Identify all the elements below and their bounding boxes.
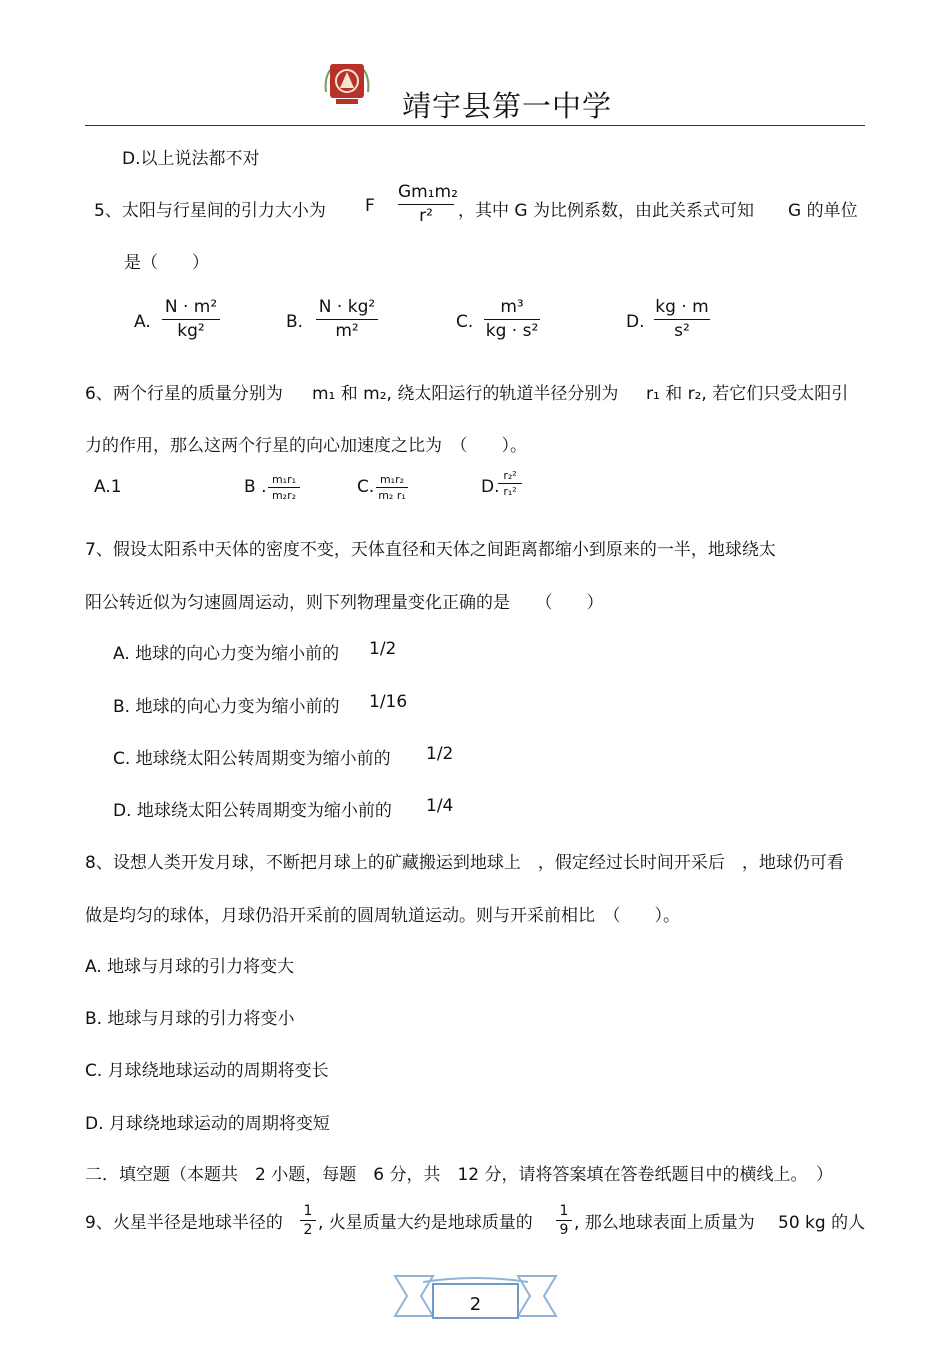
q5-stem-b: ，其中 G 为比例系数，由此关系式可知 bbox=[458, 201, 754, 221]
section2-title: 二．填空题（本题共 2 小题，每题 6 分，共 12 分，请将答案填在答卷纸题目中的横线上。 ） bbox=[85, 1165, 833, 1185]
q5-stem-c: 是（ ） bbox=[124, 253, 209, 273]
q9-fraction-2-num: 1 bbox=[559, 1203, 569, 1219]
q5-option-c-den: kg · s² bbox=[485, 321, 539, 341]
q9-fraction-1 bbox=[300, 1204, 316, 1237]
q8-line2: 做是均匀的球体，月球仍沿开采前的圆周轨道运动。则与开采前相比 （ ）。 bbox=[85, 906, 680, 926]
q8-option-a: A. 地球与月球的引力将变大 bbox=[85, 957, 295, 977]
q6-option-d-den: r₁² bbox=[503, 485, 517, 498]
q7-option-a-value: 1/2 bbox=[369, 639, 397, 659]
q6-line1-c: r₁ 和 r₂, 若它们只受太阳引 bbox=[646, 384, 849, 404]
q9-fraction-1-den: 2 bbox=[303, 1222, 313, 1238]
q9-text-c: , 那么地球表面上质量为 bbox=[574, 1213, 755, 1233]
q5-option-b-den: m² bbox=[335, 321, 359, 341]
q6-option-b-label: B . bbox=[244, 477, 267, 497]
q6-line1-b: m₁ 和 m₂, 绕太阳运行的轨道半径分别为 bbox=[312, 384, 619, 404]
q6-option-d-frac bbox=[498, 470, 522, 497]
q5-formula-num: Gm₁m₂ bbox=[398, 182, 458, 202]
q9-text-d: 50 kg 的人 bbox=[778, 1213, 866, 1233]
q5-option-b-num: N · kg² bbox=[318, 297, 376, 317]
q7-option-a: A. 地球的向心力变为缩小前的 bbox=[113, 644, 340, 664]
q6-line1-a: 6、两个行星的质量分别为 bbox=[85, 384, 283, 404]
page-number-badge bbox=[393, 1272, 558, 1324]
q5-option-c-frac bbox=[484, 299, 540, 340]
q5-option-a-num: N · m² bbox=[164, 297, 218, 317]
q5-option-a-den: kg² bbox=[177, 321, 205, 341]
q8-option-c: C. 月球绕地球运动的周期将变长 bbox=[85, 1061, 329, 1081]
q9-fraction-2-den: 9 bbox=[559, 1222, 569, 1238]
q5-option-d-frac bbox=[654, 299, 710, 340]
page-number: 2 bbox=[469, 1294, 482, 1315]
q5-option-a-label: A. bbox=[134, 312, 151, 332]
school-name: 靖宇县第一中学 bbox=[402, 89, 613, 123]
q5-option-d-num: kg · m bbox=[655, 297, 709, 317]
q8-option-b: B. 地球与月球的引力将变小 bbox=[85, 1009, 295, 1029]
q6-option-b-num: m₁r₁ bbox=[271, 473, 297, 486]
q6-line2: 力的作用，那么这两个行星的向心加速度之比为 （ ）。 bbox=[85, 436, 527, 456]
q5-formula bbox=[398, 182, 458, 226]
q6-option-d-num: r₂² bbox=[503, 469, 517, 482]
q5-option-c-label: C. bbox=[456, 312, 474, 332]
q5-option-a-frac bbox=[162, 299, 220, 340]
q4-option-d: D.以上说法都不对 bbox=[122, 149, 260, 169]
q5-option-d-den: s² bbox=[674, 321, 690, 341]
school-emblem-icon bbox=[322, 62, 372, 106]
q9-text-a: 9、火星半径是地球半径的 bbox=[85, 1213, 283, 1233]
q6-option-b-den: m₂r₂ bbox=[271, 489, 297, 502]
header-divider bbox=[85, 125, 865, 126]
q5-option-b-frac bbox=[316, 299, 378, 340]
q5-g-label: G 的单位 bbox=[788, 201, 858, 221]
q5-f-label: F bbox=[365, 196, 375, 216]
q6-option-c-frac bbox=[376, 474, 408, 501]
q5-option-c-num: m³ bbox=[500, 297, 524, 317]
q6-option-c-den: m₂ r₁ bbox=[378, 489, 406, 502]
q6-option-c-label: C. bbox=[357, 477, 375, 497]
q9-fraction-2 bbox=[556, 1204, 572, 1237]
q8-option-d: D. 月球绕地球运动的周期将变短 bbox=[85, 1114, 330, 1134]
q5-option-d-label: D. bbox=[626, 312, 645, 332]
q7-option-d-value: 1/4 bbox=[426, 796, 454, 816]
q5-option-b-label: B. bbox=[286, 312, 304, 332]
q6-option-c-num: m₁r₂ bbox=[379, 473, 405, 486]
q9-fraction-1-num: 1 bbox=[303, 1203, 313, 1219]
q9-text-b: , 火星质量大约是地球质量的 bbox=[318, 1213, 533, 1233]
q5-formula-den: r² bbox=[419, 206, 433, 226]
q6-option-b-frac bbox=[268, 474, 300, 501]
q7-line2: 阳公转近似为匀速圆周运动，则下列物理量变化正确的是 （ ） bbox=[85, 593, 604, 613]
q6-option-a: A.1 bbox=[94, 477, 122, 497]
q7-option-c-value: 1/2 bbox=[426, 744, 454, 764]
q7-option-d: D. 地球绕太阳公转周期变为缩小前的 bbox=[113, 801, 392, 821]
q5-stem-a: 5、太阳与行星间的引力大小为 bbox=[94, 201, 326, 221]
q8-line1: 8、设想人类开发月球，不断把月球上的矿藏搬运到地球上 ，假定经过长时间开采后 ，地球仍可看 bbox=[85, 853, 844, 873]
q7-option-c: C. 地球绕太阳公转周期变为缩小前的 bbox=[113, 749, 391, 769]
q7-line1: 7、假设太阳系中天体的密度不变，天体直径和天体之间距离都缩小到原来的一半，地球绕太 bbox=[85, 540, 776, 560]
q6-option-d-label: D. bbox=[481, 477, 500, 497]
q7-option-b-value: 1/16 bbox=[369, 692, 408, 712]
q7-option-b: B. 地球的向心力变为缩小前的 bbox=[113, 697, 340, 717]
